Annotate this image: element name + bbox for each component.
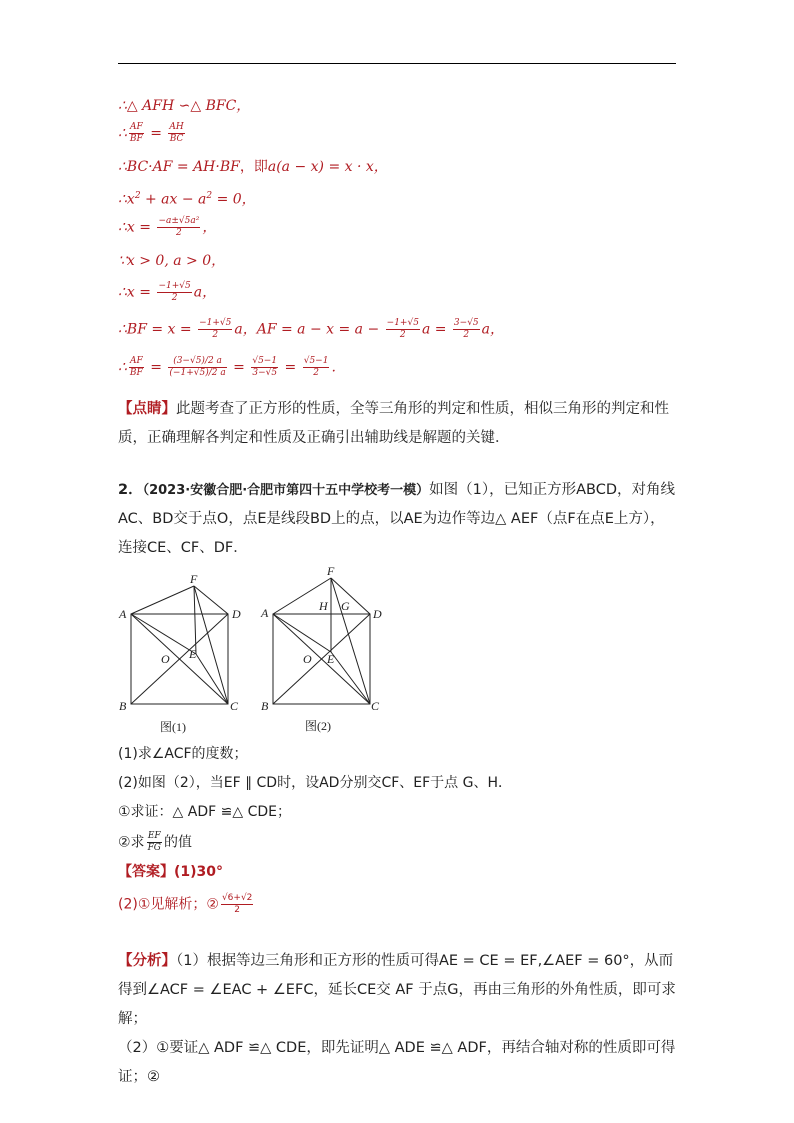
dianjing-label: 【点睛】 [118, 401, 176, 417]
question-2: (2)如图（2），当EF ∥ CD时，设AD分别交CF、EF于点 G、H． [118, 775, 513, 791]
solution-line-8: ∴BF = x = $\frac{-1+√5}{2}$ a，AF = a − x = a − $\frac{-1+√5}{2}$ a = $\frac{3-√5}{2}$ a， [118, 318, 505, 340]
fenxi-paragraph [118, 947, 678, 1092]
svg-text:G: G [341, 599, 350, 613]
problem-text: 如图（1），已知正方形ABCD，对角线AC、BD交于点O，点E是线段BD上的点，以AE为边作等边△ AEF（点F在点E上方），连接CE、CF、DF． [118, 482, 676, 556]
figure-2-caption: 图(2) [305, 719, 331, 733]
dianjing-text: 此题考查了正方形的性质，全等三角形的判定和性质，相似三角形的判定和性质，正确理解各判定和性质及正确引出辅助线是解题的关键． [118, 401, 669, 446]
question-2b-prefix: ②求 [118, 834, 145, 851]
solution-line-3: ∴BC·AF = AH·BF，即a(a − x) = x · x， [118, 159, 388, 175]
answer-2-prefix: (2)①见解析；② [118, 896, 219, 913]
svg-text:D: D [373, 607, 382, 621]
svg-text:C: C [230, 699, 239, 713]
figure-1-caption: 图(1) [160, 720, 186, 734]
svg-text:A: A [119, 607, 127, 621]
answer-1: (1)30° [174, 864, 224, 880]
fenxi-text-1: （1）根据等边三角形和正方形的性质可得AE = CE = EF,∠AEF = 60°，从而得到∠ACF = ∠EAC + ∠EFC，延长CE交 AF 于点G，再由三角形的外角性质，即可求解； [118, 953, 676, 1027]
question-2a: ①求证：△ ADF ≌△ CDE； [118, 804, 291, 820]
header-rule [118, 63, 676, 64]
solution-line-5: ∴x = $\frac{\text{−a±√5a²}}{2}$ ， [118, 216, 217, 238]
svg-text:E: E [327, 652, 335, 666]
question-2b-suffix: 的值 [164, 834, 192, 851]
solution-line-2: ∴ $\frac{AF}{BF}$ = $\frac{AH}{BC}$ [118, 122, 184, 144]
fenxi-text-2: （2）①要证△ ADF ≌△ CDE，即先证明△ ADE ≌△ ADF，再结合轴对称的性质即可得证；② [118, 1040, 676, 1085]
dianjing-paragraph [118, 395, 678, 453]
problem-source: （2023·安徽合肥·合肥市第四十五中学校考一模） [142, 483, 430, 498]
svg-text:B: B [261, 699, 269, 713]
solution-line-4: $\therefore x^2$ + ax − $a^2 = 0$， [118, 191, 256, 208]
answer-line-1 [118, 862, 223, 882]
svg-text:E: E [189, 647, 197, 661]
answer-line-2: (2)①见解析；② $\frac{√6+√2}{2}$ [118, 893, 253, 915]
solution-line-7: ∴x = $\frac{-1+√5}{2}$ a， [118, 281, 217, 303]
svg-text:H: H [319, 599, 328, 613]
svg-text:B: B [119, 699, 127, 713]
svg-text:F: F [327, 564, 335, 578]
svg-text:O: O [303, 652, 312, 666]
answer-label: 【答案】 [118, 864, 174, 880]
solution-line-6: ∵x > 0, a > 0， [118, 253, 226, 269]
solution-line-9: ∴ $\frac{AF}{BF}$ = $\frac{(3-√5)/2 a}{(-1+√5)/2 a}$ = $\frac{√5-1}{3-√5}$ = $\frac{√5-1}{2}$ . [118, 356, 336, 378]
problem-number: 2． [118, 482, 143, 498]
question-1: (1)求∠ACF的度数； [118, 746, 248, 762]
solution-line-1: ∴△ AFH ∽△ BFC， [118, 98, 251, 114]
svg-text:A: A [261, 606, 269, 620]
svg-text:D: D [232, 607, 241, 621]
figure-2 [255, 562, 395, 736]
figure-1 [114, 568, 254, 736]
problem-statement [118, 476, 678, 563]
svg-text:O: O [161, 652, 170, 666]
fenxi-label: 【分析】 [118, 953, 176, 969]
question-2b: ②求 $\frac{EF}{FG}$ 的值 [118, 831, 192, 853]
svg-text:C: C [371, 699, 380, 713]
svg-text:F: F [190, 572, 198, 586]
